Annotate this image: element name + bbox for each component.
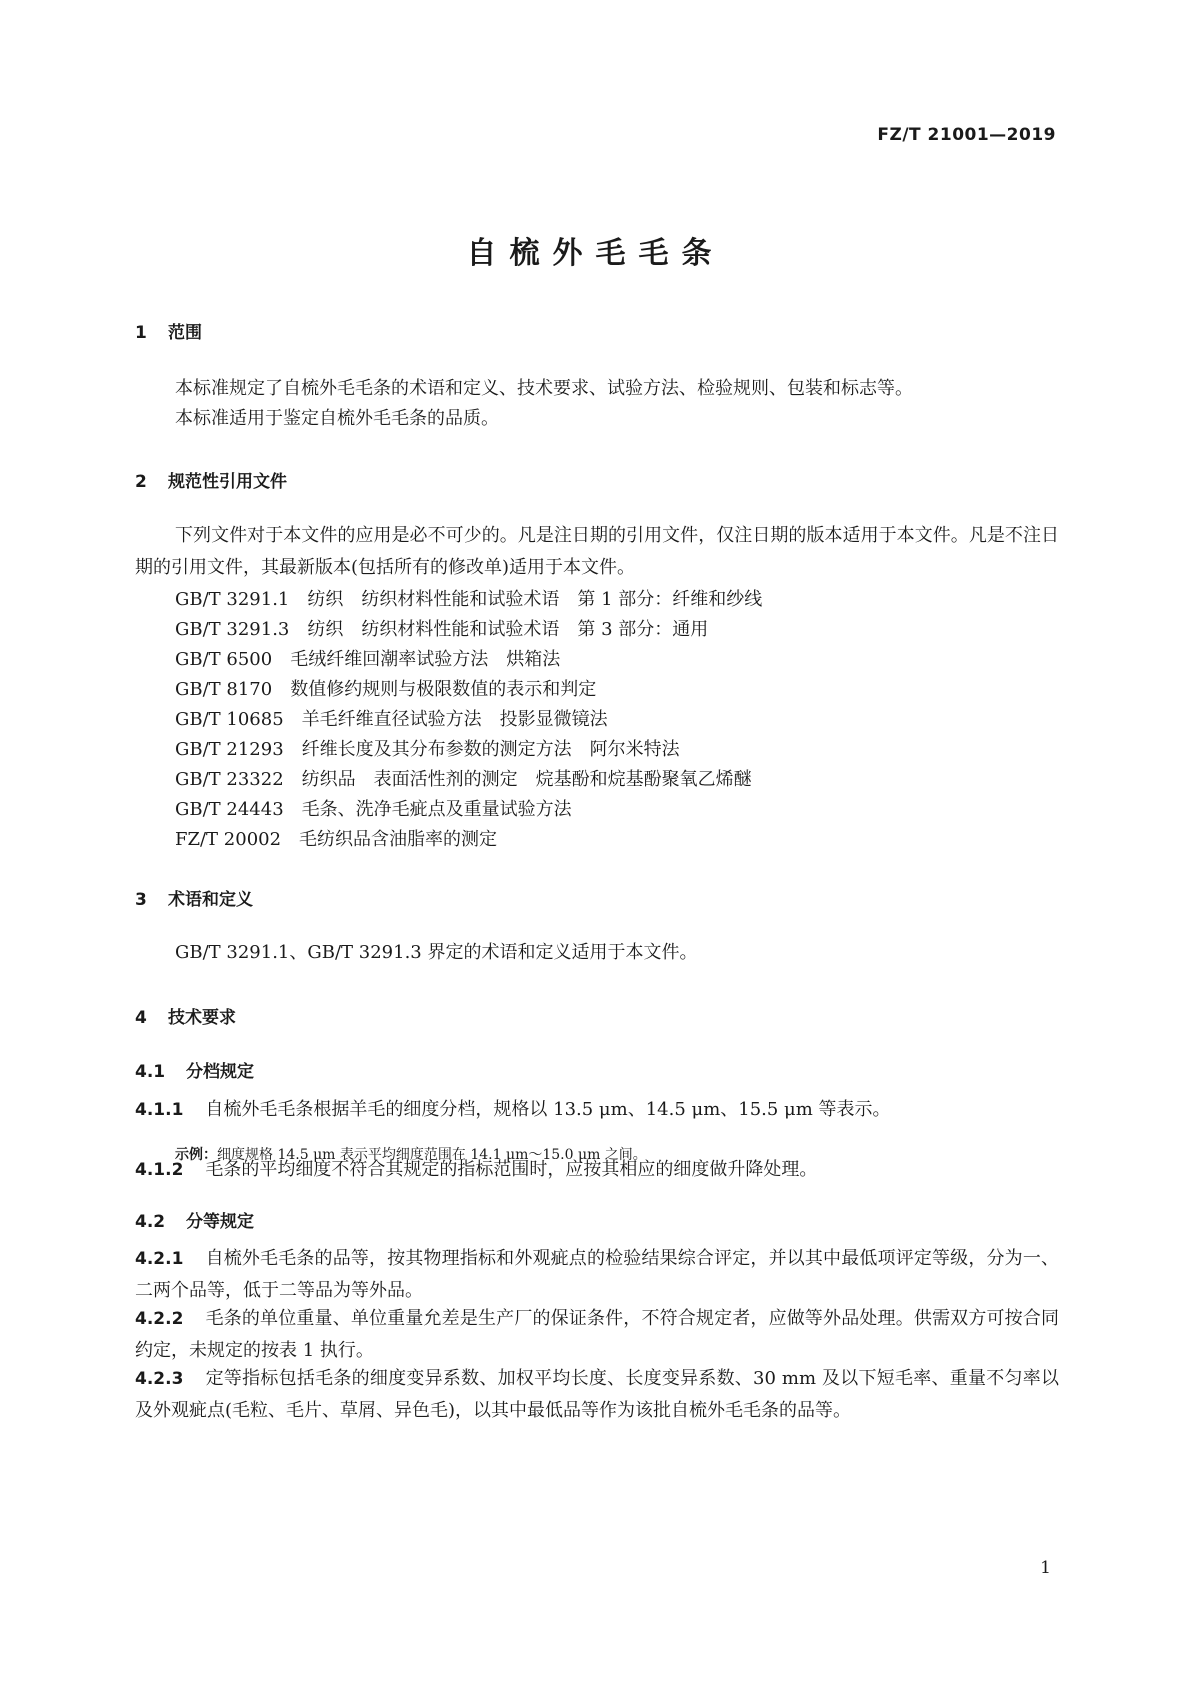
reference-item: GB/T 21293 纤维长度及其分布参数的测定方法 阿尔米特法	[175, 739, 680, 760]
section-1-heading	[135, 318, 202, 343]
clause-4-1-1	[135, 1094, 1059, 1126]
section-2-heading	[135, 467, 287, 492]
terms-paragraph: GB/T 3291.1、GB/T 3291.3 界定的术语和定义适用于本文件。	[175, 942, 698, 963]
clause-text: 毛条的平均细度不符合其规定的指标范围时，应按其相应的细度做升降处理。	[205, 1159, 818, 1180]
scope-paragraph-2: 本标准适用于鉴定自梳外毛毛条的品质。	[175, 408, 499, 429]
subsection-title: 分等规定	[186, 1212, 254, 1232]
clause-text: 毛条的单位重量、单位重量允差是生产厂的保证条件，不符合规定者，应做等外品处理。供需双方可按合同约定，未规定的按表 1 执行。	[135, 1308, 1059, 1361]
normative-references-intro: 下列文件对于本文件的应用是必不可少的。凡是注日期的引用文件，仅注日期的版本适用于本文件。凡是不注日期的引用文件，其最新版本(包括所有的修改单)适用于本文件。	[135, 525, 1059, 578]
section-4-heading	[135, 1003, 236, 1028]
section-number: 2	[135, 472, 147, 492]
clause-4-1-2	[135, 1154, 1059, 1186]
reference-item: GB/T 24443 毛条、洗净毛疵点及重量试验方法	[175, 799, 572, 820]
example-text: 细度规格 14.5 μm 表示平均细度范围在 14.1 μm～15.0 μm 之间。	[217, 1147, 647, 1163]
subsection-title: 分档规定	[186, 1062, 254, 1082]
scope-paragraph-1: 本标准规定了自梳外毛毛条的术语和定义、技术要求、试验方法、检验规则、包装和标志等。	[175, 378, 913, 399]
reference-item: GB/T 6500 毛绒纤维回潮率试验方法 烘箱法	[175, 649, 561, 670]
subsection-number: 4.2	[135, 1212, 166, 1232]
clause-4-2-3	[135, 1363, 1059, 1427]
subsection-4-1-heading	[135, 1057, 254, 1082]
reference-item: GB/T 8170 数值修约规则与极限数值的表示和判定	[175, 679, 597, 700]
page-number: 1	[1040, 1558, 1051, 1578]
section-title: 术语和定义	[168, 890, 253, 910]
section-number: 3	[135, 890, 147, 910]
reference-item: GB/T 10685 羊毛纤维直径试验方法 投影显微镜法	[175, 709, 608, 730]
section-3-heading	[135, 885, 253, 910]
reference-item: GB/T 3291.3 纺织 纺织材料性能和试验术语 第 3 部分：通用	[175, 619, 709, 640]
subsection-number: 4.1	[135, 1062, 166, 1082]
clause-4-2-1	[135, 1243, 1059, 1307]
clause-text: 自梳外毛毛条根据羊毛的细度分档，规格以 13.5 μm、14.5 μm、15.5 μm 等表示。	[205, 1099, 891, 1120]
subsection-4-2-heading	[135, 1207, 254, 1232]
clause-4-2-2	[135, 1303, 1059, 1367]
clause-number: 4.2.1	[135, 1249, 184, 1269]
clause-text: 定等指标包括毛条的细度变异系数、加权平均长度、长度变异系数、30 mm 及以下短毛率、重量不匀率以及外观疵点(毛粒、毛片、草屑、异色毛)，以其中最低品等作为该批自梳外毛毛条的品等。	[135, 1368, 1059, 1421]
section-title: 技术要求	[168, 1008, 236, 1028]
document-title: 自梳外毛毛条	[466, 236, 725, 271]
clause-number: 4.1.1	[135, 1100, 184, 1120]
section-title: 范围	[168, 323, 202, 343]
clause-number: 4.2.2	[135, 1309, 184, 1329]
clause-text: 自梳外毛毛条的品等，按其物理指标和外观疵点的检验结果综合评定，并以其中最低项评定等级，分为一、二两个品等，低于二等品为等外品。	[135, 1248, 1059, 1301]
clause-number: 4.1.2	[135, 1160, 184, 1180]
example-label: 示例：	[175, 1147, 217, 1163]
clause-number: 4.2.3	[135, 1369, 184, 1389]
section-number: 4	[135, 1008, 147, 1028]
section-title: 规范性引用文件	[168, 472, 287, 492]
reference-item: FZ/T 20002 毛纺织品含油脂率的测定	[175, 829, 498, 850]
reference-item: GB/T 23322 纺织品 表面活性剂的测定 烷基酚和烷基酚聚氧乙烯醚	[175, 769, 752, 790]
reference-item: GB/T 3291.1 纺织 纺织材料性能和试验术语 第 1 部分：纤维和纱线	[175, 589, 763, 610]
document-number: FZ/T 21001—2019	[877, 125, 1056, 145]
section-number: 1	[135, 323, 147, 343]
